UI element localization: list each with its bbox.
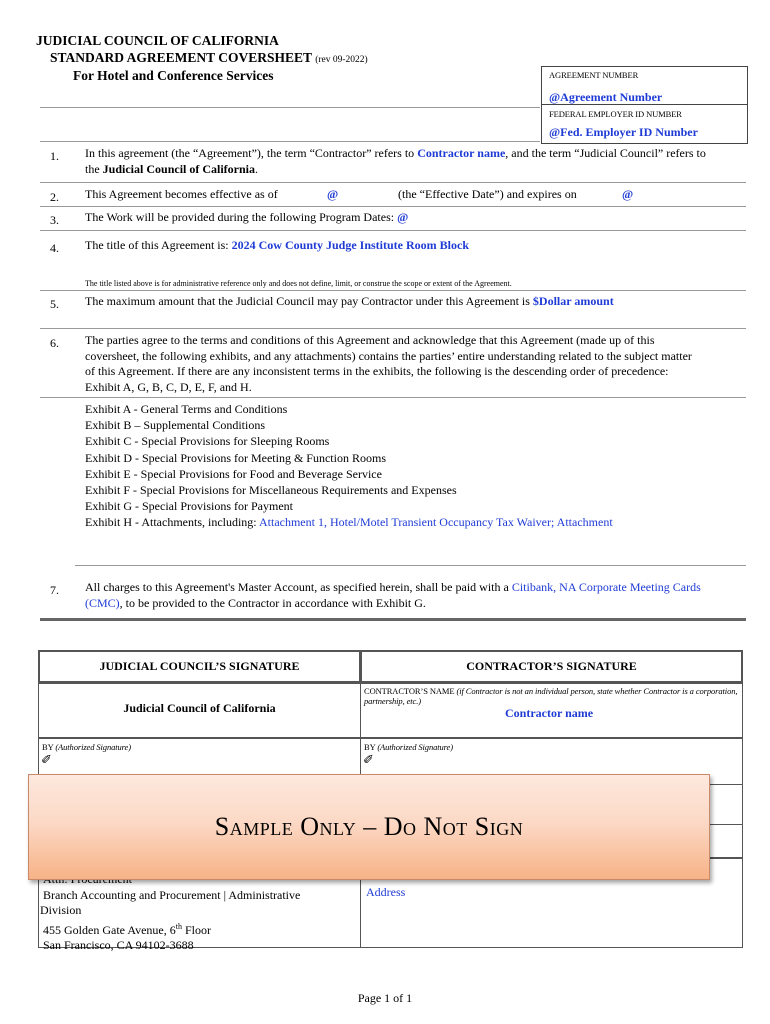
item-4-text-a: The title of this Agreement is: [85,238,232,252]
jc-by-note: (Authorized Signature) [55,742,131,752]
jc-address-street: 455 Golden Gate Avenue, 6 [43,922,176,937]
ct-by-label: BY [364,742,376,752]
jc-name-cell [38,683,361,738]
jc-address-floor: Floor [181,922,211,937]
agreement-number-label: AGREEMENT NUMBER [549,70,639,80]
ct-name-field[interactable]: Contractor name [505,706,594,720]
item-3-text-a: The Work will be provided during the following Program Dates: [85,210,395,224]
sample-only-text: Sample Only – Do Not Sign [214,812,524,841]
agreement-title-field[interactable]: 2024 Cow County Judge Institute Room Block [231,238,469,252]
exhibit-item: Exhibit B – Supplemental Conditions [85,418,265,433]
doc-title-text: STANDARD AGREEMENT COVERSHEET [50,50,312,65]
payment-card-link-cont[interactable]: (CMC) [85,595,120,610]
org-name: JUDICIAL COUNCIL OF CALIFORNIA [36,33,279,48]
item-5-number: 5. [50,297,59,311]
fein-label: FEDERAL EMPLOYER ID NUMBER [549,109,682,119]
ct-signature-heading: CONTRACTOR’S SIGNATURE [466,659,637,673]
item-1-number: 1. [50,149,59,163]
effective-date-field[interactable]: @ [327,187,339,201]
ct-by-label-wrap [364,742,739,752]
jc-by-label: BY [42,742,54,752]
item-1-text-d: . [255,161,259,176]
item-5-text [85,294,614,309]
program-dates-field[interactable]: @ [397,210,409,224]
jc-address-sup: th [175,921,182,931]
page-number: Page 1 of 1 [357,991,413,1005]
rev-label: (rev 09-2022) [315,55,368,65]
exhibit-item: Exhibit F - Special Provisions for Miscellaneous Requirements and Expenses [85,483,457,498]
item-6-text [85,333,745,395]
ct-name-note: (if Contractor is not an individual person, state whether Contractor is a corporation, partnership, etc.) [364,686,738,706]
jc-address [40,872,300,954]
item-1-text-a: In this agreement (the “Agreement”), the term “Contractor” refers to [85,146,418,160]
ct-name-label-wrap [364,686,739,706]
item-7-number: 7. [50,583,59,597]
jc-name: Judicial Council of California [123,701,276,715]
dollar-amount-field[interactable]: $Dollar amount [532,294,614,308]
item-2-number: 2. [50,190,59,204]
item-4-text [85,238,469,253]
jc-by-label-wrap [42,742,357,752]
exhibit-item [85,514,613,530]
item-2-text-b: (the “Effective Date”) and expires on [398,187,577,201]
exhibit-h-label: Exhibit H - Attachments, including: [85,515,259,530]
ct-by-note: (Authorized Signature) [377,742,453,752]
item-2-text-a: This Agreement becomes effective as of [85,187,278,201]
exhibit-list [85,401,613,531]
item-7-text [85,580,745,611]
item-5-text-a: The maximum amount that the Judicial Council may pay Contractor under this Agreement is [85,294,533,308]
item-3-text [85,210,408,225]
exhibit-item: Exhibit A - General Terms and Conditions [85,402,288,416]
doc-subtitle: For Hotel and Conference Services [73,68,274,83]
sample-only-banner [28,774,710,880]
exhibit-item: Exhibit D - Special Provisions for Meeting & Function Rooms [85,450,386,465]
item-6-line-2: coversheet, the following exhibits, and any attachments) contains the parties’ entire understanding related to the subject matter [85,348,692,363]
item-6-number: 6. [50,336,59,350]
item-7-text-b: , to be provided to the Contractor in accordance with Exhibit G. [119,595,426,610]
jc-address-line: Branch Accounting and Procurement | Administrative [43,887,301,902]
exhibit-item: Exhibit G - Special Provisions for Payment [85,499,293,514]
jc-address-line: Division [40,903,82,917]
item-6-line-3: of this Agreement. If there are any inconsistent terms in the exhibits, the following is the descending order of precedence: [85,364,669,378]
item-1-text [85,146,745,177]
ct-name-cell [360,683,743,738]
item-3-number: 3. [50,213,59,227]
payment-card-link[interactable]: Citibank, NA Corporate Meeting Cards [511,580,701,594]
pen-icon: ✐ [41,752,52,767]
item-6-line-1: The parties agree to the terms and conditions of this Agreement and acknowledge that this Agreement (made up of this [85,333,655,347]
ct-name-label: CONTRACTOR’S NAME [364,686,455,696]
exhibit-item: Exhibit E - Special Provisions for Food and Beverage Service [85,466,382,481]
jc-signature-heading-cell [38,650,361,683]
exhibit-item: Exhibit C - Special Provisions for Sleeping Rooms [85,434,330,449]
ct-address-field[interactable]: Address [366,885,406,899]
jc-signature-heading: JUDICIAL COUNCIL’S SIGNATURE [99,659,300,673]
item-1-text-c: the [85,161,103,176]
contractor-name-field[interactable]: Contractor name [417,146,506,160]
expiration-date-field[interactable]: @ [622,187,634,201]
doc-title [50,49,368,69]
pen-icon: ✐ [363,752,374,767]
item-7-text-a: All charges to this Agreement's Master Account, as specified herein, shall be paid with a [85,580,512,594]
item-4-number: 4. [50,241,59,255]
agreement-number-field[interactable]: @Agreement Number [549,90,663,104]
ct-signature-heading-cell [360,650,743,683]
attachments-field[interactable]: Attachment 1, Hotel/Motel Transient Occupancy Tax Waiver; Attachment [258,515,613,530]
fein-field[interactable]: @Fed. Employer ID Number [549,125,698,139]
item-6-line-4: Exhibit A, G, B, C, D, E, F, and H. [85,379,252,394]
jc-address-line: San Francisco, CA 94102-3688 [43,938,194,952]
item-1-text-b: , and the term “Judicial Council” refers to [505,146,706,160]
judicial-council-name: Judicial Council of California [102,161,256,176]
jc-address-line [43,919,300,939]
item-4-note: The title listed above is for administrative reference only and does not define, limit, or construe the scope or extent of the Agreement. [85,279,512,288]
